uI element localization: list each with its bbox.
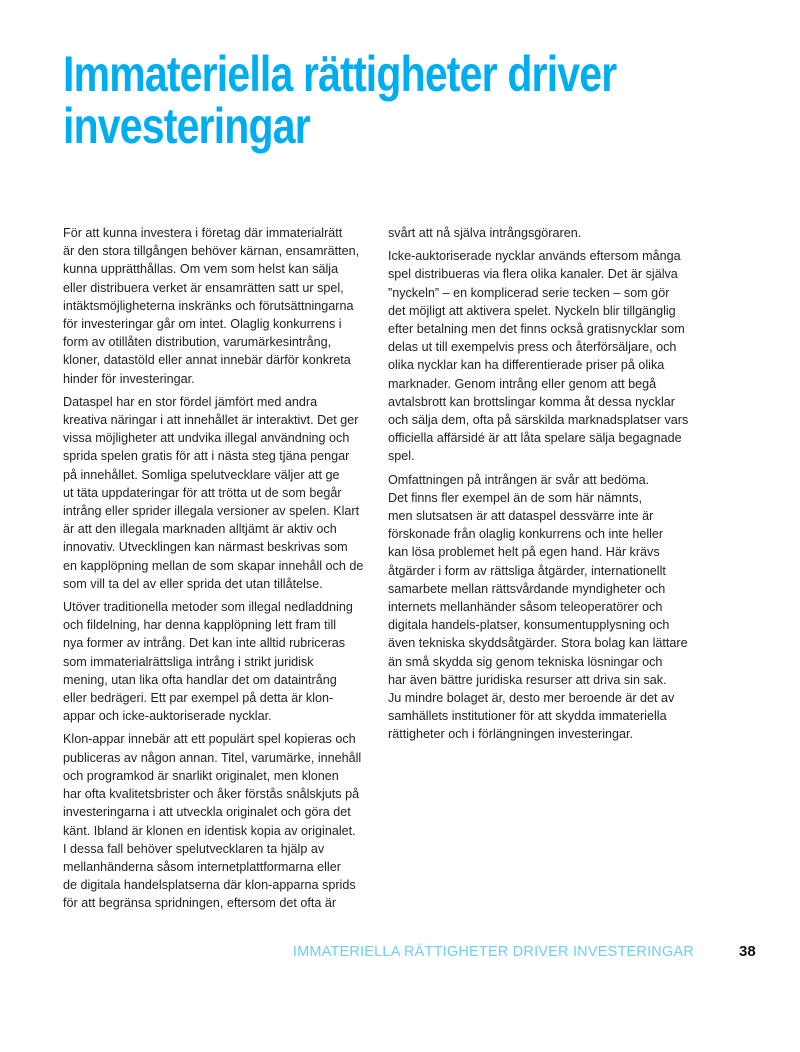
text-line: åtgärder i form av rättsliga åtgärder, internationellt: [388, 563, 666, 578]
text-line: spel.: [388, 449, 415, 464]
text-line: officiella affärsidé är att låta spelare sälja begagnade: [388, 431, 682, 446]
text-line: Det finns fler exempel än de som här nämnts,: [388, 490, 643, 505]
paragraph: [63, 393, 378, 593]
text-line: investeringarna i att utveckla originalet och göra det: [63, 805, 351, 820]
text-line: Utöver traditionella metoder som illegal nedladdning: [63, 600, 353, 615]
text-line: rättigheter och i förlängningen investeringar.: [388, 727, 634, 742]
text-line: som immaterialrättsliga intrång i strikt juridisk: [63, 654, 314, 669]
text-line: För att kunna investera i företag där immaterialrätt: [63, 226, 343, 240]
text-column-left: [63, 224, 378, 918]
text-line: mening, utan lika ofta handlar det om dataintrång: [63, 672, 337, 687]
text-line: publiceras av någon annan. Titel, varumärke, innehåll: [63, 750, 362, 765]
text-line: intäktsmöjligheterna inskränks och förutsättningarna: [63, 298, 354, 313]
paragraph: [388, 247, 728, 465]
text-line: internets mellanhänder såsom teleoperatörer och: [388, 600, 663, 615]
text-line: I dessa fall behöver spelutvecklaren ta hjälp av: [63, 841, 325, 856]
paragraph: [63, 224, 378, 388]
title-line: investeringar: [63, 98, 310, 154]
text-line: en kapplöpning mellan de som skapar innehåll och de: [63, 558, 364, 573]
text-line: appar och icke-auktoriserade nycklar.: [63, 709, 272, 724]
text-line: ut täta uppdateringar för att trötta ut de som begår: [63, 485, 342, 500]
page-title: [63, 48, 616, 152]
text-line: vissa möjligheter att undvika illegal användning och: [63, 431, 350, 446]
paragraph: [388, 471, 728, 744]
text-line: kreativa näringar i att innehållet är interaktivt. Det ger: [63, 413, 359, 428]
text-line: än små skydda sig genom tekniska lösningar och: [388, 654, 663, 669]
page-number: 38: [739, 943, 756, 960]
text-line: kunna upprätthållas. Om vem som helst kan sälja: [63, 262, 339, 277]
running-footer-title: IMMATERIELLA RÄTTIGHETER DRIVER INVESTERINGAR: [292, 944, 694, 960]
text-line: hinder för investeringar.: [63, 371, 195, 386]
text-line: eller bedrägeri. Ett par exempel på detta är klon-: [63, 691, 334, 706]
text-line: och programkod är snarlikt originalet, men klonen: [63, 768, 339, 783]
text-line: olika nycklar kan ha differentierade priser på olika: [388, 358, 665, 373]
text-line: digitala handels-platser, konsumentupplysning och: [388, 618, 670, 633]
text-line: mellanhänderna såsom internetplattformarna eller: [63, 859, 341, 874]
text-line: är att den illegala marknaden alltjämt är aktiv och: [63, 522, 337, 537]
text-line: delas ut till exempelvis press och återförsäljare, och: [388, 340, 677, 355]
text-line: är den stora tillgången behöver kärnan, ensamrätten,: [63, 244, 360, 259]
text-line: på innehållet. Somliga spelutvecklare väljer att ge: [63, 467, 340, 482]
title-line: Immateriella rättigheter driver: [63, 46, 617, 102]
text-line: känt. Ibland är klonen en identisk kopia av originalet.: [63, 823, 356, 838]
text-line: efter betalning men det finns också gratisnycklar som: [388, 322, 685, 337]
text-line: Omfattningen på intrången är svår att bedöma.: [388, 472, 650, 487]
text-line: även tekniska skyddsåtgärder. Stora bolag kan lättare: [388, 636, 688, 651]
text-line: samhällets institutioner för att skydda immateriella: [388, 709, 667, 724]
paragraph: [63, 730, 378, 912]
text-line: kloner, datastöld eller annat innebär därför konkreta: [63, 353, 351, 368]
text-line: form av otillåten distribution, varumärkesintrång,: [63, 335, 332, 350]
text-line: Dataspel har en stor fördel jämfört med andra: [63, 394, 318, 409]
text-line: svårt att nå själva intrångsgöraren.: [388, 226, 582, 240]
text-line: och fildelning, har denna kapplöpning lett fram till: [63, 618, 337, 633]
text-line: marknader. Genom intrång eller genom att begå: [388, 376, 657, 391]
paragraph: [388, 224, 728, 242]
text-line: har även bättre juridiska resurser att driva sin sak.: [388, 672, 667, 687]
text-line: Klon-appar innebär att ett populärt spel kopieras och: [63, 732, 356, 747]
text-line: för investeringar går om intet. Olaglig konkurrens i: [63, 317, 342, 332]
text-line: och sälja dem, ofta på särskilda marknadsplatser vars: [388, 413, 689, 428]
text-column-right: [388, 224, 728, 749]
text-line: har ofta kvalitetsbrister och åker förstås snålskjuts på: [63, 787, 360, 802]
text-line: sprida spelen gratis för att i nästa steg tjäna pengar: [63, 449, 350, 464]
text-line: kan lösa problemet helt på egen hand. Här krävs: [388, 545, 660, 560]
text-line: de digitala handelsplatserna där klon-apparna sprids: [63, 878, 356, 893]
text-line: Icke-auktoriserade nycklar används eftersom många: [388, 249, 681, 264]
text-line: intrång eller sprider illegala versioner av spelen. Klart: [63, 504, 360, 519]
text-line: Ju mindre bolaget är, desto mer beroende är det av: [388, 691, 675, 706]
text-line: samarbete mellan rättsvårdande myndigheter och: [388, 581, 666, 596]
text-line: avtalsbrott kan brottslingar komma åt dessa nycklar: [388, 394, 675, 409]
text-line: ”nyckeln” – en komplicerad serie tecken – som gör: [388, 285, 670, 300]
text-line: innovativ. Utvecklingen kan närmast beskrivas som: [63, 540, 348, 555]
text-line: nya former av intrång. Det kan inte alltid rubriceras: [63, 636, 346, 651]
text-line: för att begränsa spridningen, eftersom det ofta är: [63, 896, 337, 911]
text-line: spel distribueras via flera olika kanaler. Det är själva: [388, 267, 678, 282]
text-line: förskonade från olaglig konkurrens och inte heller: [388, 527, 664, 542]
text-line: som vill ta del av eller sprida det utan tillåtelse.: [63, 576, 323, 591]
text-line: det möjligt att aktivera spelet. Nyckeln blir tillgänglig: [388, 303, 676, 318]
paragraph: [63, 598, 378, 725]
text-line: eller distribuera verket är ensamrätten satt ur spel,: [63, 280, 344, 295]
text-line: men slutsatsen är att dataspel dessvärre inte är: [388, 509, 654, 524]
